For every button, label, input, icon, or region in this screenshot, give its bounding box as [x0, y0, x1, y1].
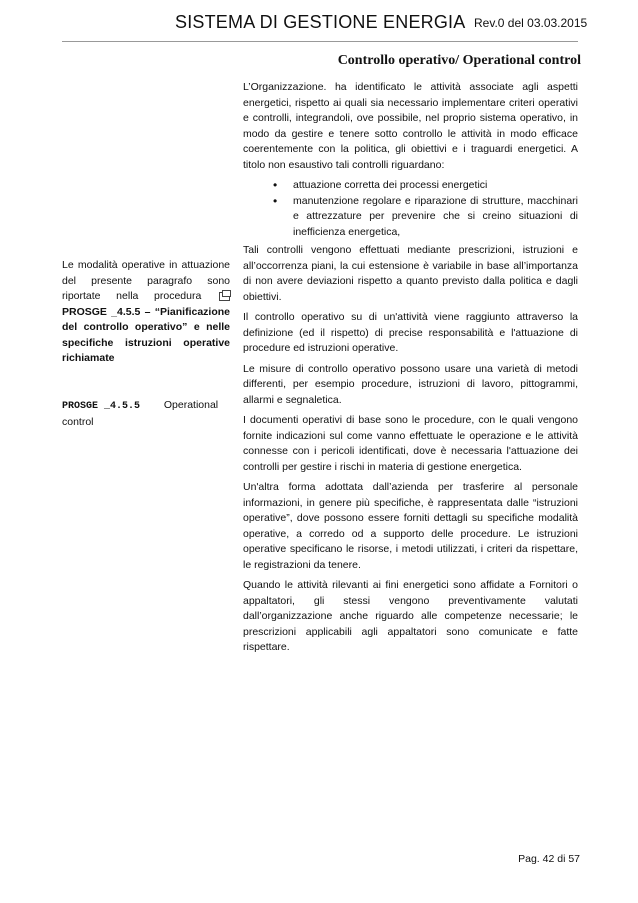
left-note-text: Le modalità operative in attuazione del presente paragrafo sono riportate nella procedura	[62, 259, 230, 302]
procedure-code: PROSGE _4.5.5	[62, 401, 141, 412]
paragraph-1: L’Organizzazione. ha identificato le attività associate agli aspetti energetici, rispetto ai quali sia necessario implementare criteri operativi e controlli, integrandoli, ove possibile, nel proprio sistema operativo, in modo da gestire e tenere sotto controllo le attività in modo efficace coerentemente con la politica, gli obiettivi e i traguardi energetici. A titolo non esaustivo tali controlli riguardano:	[243, 81, 578, 171]
paragraph-7: Quando le attività rilevanti ai fini energetici sono affidate a Fornitori o appaltatori, gli stessi vengono preventivamente valutati dall’organizzazione anche riguardo alle competenze necessarie; le prescrizioni applicabili agli appaltatori sono comunicate e fatte rispettare.	[243, 579, 578, 653]
paragraph-2: Tali controlli vengono effettuati mediante prescrizioni, istruzioni e all’occorrenza piani, la cui estensione è variabile in base all’importanza di non avere deviazioni rispetto a quanto previsto dalla politica e dagli obiettivi.	[243, 244, 578, 303]
left-note-procedure-ref: PROSGE _4.5.5 – “Pianificazione del controllo operativo” e nelle specifiche istruzioni operative richiamate	[62, 305, 230, 364]
left-note-procedure	[62, 258, 230, 367]
header-divider	[62, 41, 578, 42]
paragraph-4: Le misure di controllo operativo possono usare una varietà di metodi differenti, per esempio procedure, istruzioni di lavoro, pittogrammi, allarmi e segnaletica.	[243, 362, 578, 406]
section-title: Controllo operativo/ Operational control	[337, 53, 581, 68]
main-text	[243, 80, 578, 661]
paragraph-6: Un'altra forma adottata dall’azienda per trasferire al personale informazioni, in genere più specifiche, è rappresentata dalle “istruzioni operative”, dove possono essere forniti dettagli su specifiche modalità operative, a corredo od a supporto delle procedure. Le istruzioni operative specificano le risorse, i metodi utilizzati, i criteri da rispettare, le registrazioni da tenere.	[243, 481, 578, 571]
revision-label: Rev.0 del 03.03.2015	[474, 16, 588, 30]
bullet-item: • attuazione corretta dei processi energetici	[293, 178, 578, 194]
page-number: Pag. 42 di 57	[518, 853, 580, 865]
bullet-list	[243, 178, 578, 240]
paragraph-3: Il controllo operativo su di un'attività viene raggiunto attraverso la definizione (ed il rispetto) di precise responsabilità e l'attuazione di procedure ed istruzioni operative.	[243, 311, 578, 354]
bullet-item: • manutenzione regolare e riparazione di strutture, macchinari e attrezzature per prevenire che si creino situazioni di inefficienza energetica,	[293, 194, 578, 241]
left-note-reference	[62, 398, 230, 430]
link-icon[interactable]	[219, 292, 230, 301]
procedure-name: Operational control	[62, 399, 219, 428]
paragraph-5: I documenti operativi di base sono le procedure, con le quali vengono fornite indicazioni sul come vanno effettuate le operazione e le attività connesse con i pericoli identificati, dove è necessaria l'attuazione dei controlli per gestire i rischi in materia di gestione energetica.	[243, 414, 578, 473]
page-header	[0, 0, 638, 50]
document-title: SISTEMA DI GESTIONE ENERGIA	[175, 12, 466, 32]
